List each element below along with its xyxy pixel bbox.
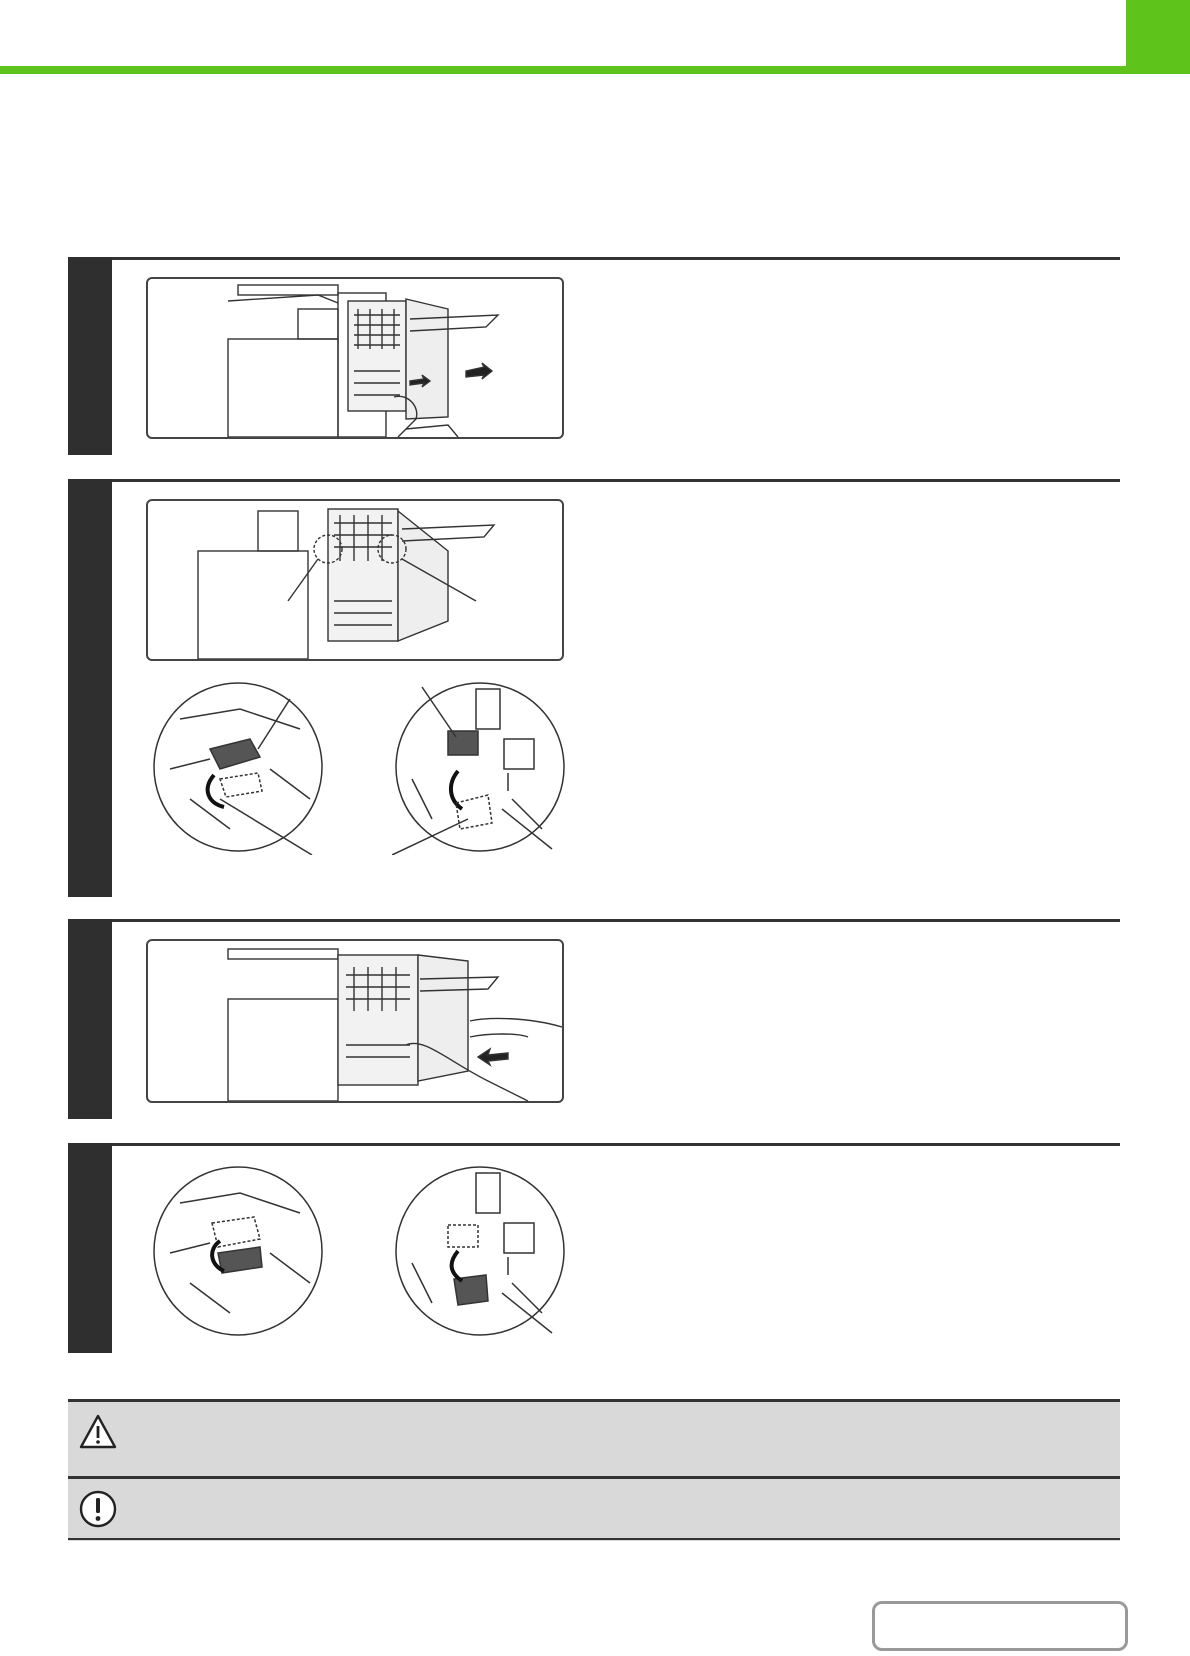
lever-drawing [392, 1163, 568, 1339]
header-tab [1126, 0, 1190, 70]
step-number [68, 479, 112, 491]
machine-drawing [148, 941, 562, 1101]
step-3 [68, 919, 1120, 1119]
step-rule [68, 1143, 1120, 1146]
machine-drawing [148, 279, 562, 437]
step-number-bar [68, 257, 112, 455]
notes-bottom-rule [68, 1538, 1120, 1540]
step-rule [68, 257, 1120, 260]
lever-drawing [150, 1163, 326, 1339]
important-icon [78, 1489, 118, 1529]
step-number [68, 257, 112, 269]
caution-note [68, 1399, 1120, 1478]
step-2 [68, 479, 1120, 897]
step-1 [68, 257, 1120, 455]
left-lever-closeup [150, 679, 326, 855]
right-lever-closeup [392, 679, 568, 855]
open-right-cover-illustration [146, 277, 564, 439]
step-rule [68, 919, 1120, 922]
lever-drawing [150, 679, 326, 855]
lever-drawing [392, 679, 568, 855]
step-rule [68, 479, 1120, 482]
step-number [68, 919, 112, 931]
step-number-bar [68, 919, 112, 1119]
fusing-unit-levers-illustration [146, 499, 564, 661]
step-number-bar [68, 479, 112, 897]
machine-drawing [148, 501, 562, 659]
header-bar [0, 66, 1190, 74]
step-4 [68, 1143, 1120, 1353]
close-right-cover-illustration [146, 939, 564, 1103]
step-number [68, 1143, 112, 1155]
contents-button[interactable] [872, 1601, 1128, 1651]
right-lever-return-closeup [392, 1163, 568, 1339]
step-number-bar [68, 1143, 112, 1353]
left-lever-return-closeup [150, 1163, 326, 1339]
important-note [68, 1476, 1120, 1541]
warning-icon [78, 1412, 118, 1452]
